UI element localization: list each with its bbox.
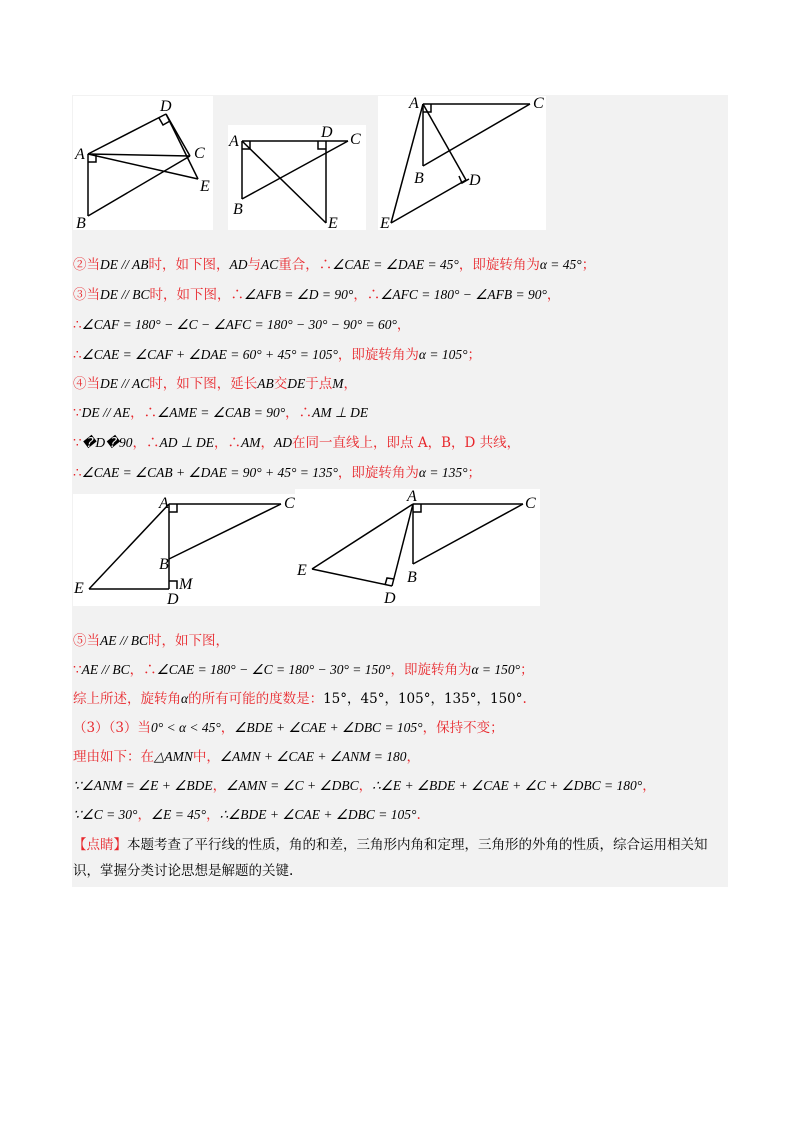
math: ∴∠BDE + ∠CAE + ∠DBC = 105° bbox=[219, 807, 417, 822]
text: ，∴ bbox=[214, 435, 242, 451]
text: ，∴ bbox=[129, 662, 157, 678]
math: M bbox=[332, 376, 344, 391]
label-C: C bbox=[194, 145, 205, 162]
math: ∠AMN = ∠C + ∠DBC bbox=[226, 778, 359, 793]
note-text: 本题考查了平行线的性质，角的和差，三角形内角和定理，三角形的外角的性质，综合运用相关知识，掌握分类讨论思想是解题的关键. bbox=[73, 837, 708, 879]
label-C: C bbox=[284, 495, 295, 512]
math: DE // AE bbox=[81, 405, 131, 420]
math: ∠CAF = 180° − ∠C − ∠AFC = 180° − 30° − 90° = 60° bbox=[81, 317, 397, 332]
math: ∴∠E + ∠BDE + ∠CAE + ∠C + ∠DBC = 180° bbox=[372, 778, 643, 793]
text: 时，如下图， bbox=[148, 633, 229, 649]
math: α = 45° bbox=[539, 257, 582, 272]
case-3-line-2 bbox=[73, 316, 410, 334]
math: ∠E = 45° bbox=[150, 807, 207, 822]
label-B: B bbox=[407, 569, 417, 586]
text: ， bbox=[343, 376, 358, 392]
math: AD bbox=[229, 257, 248, 272]
text: . bbox=[522, 691, 527, 707]
math: AB bbox=[257, 376, 274, 391]
label-B: B bbox=[414, 170, 424, 187]
text: ， bbox=[546, 287, 561, 303]
text: 在同一直线上，即点 A，B，D 共线， bbox=[292, 435, 521, 451]
label-D: D bbox=[384, 590, 396, 606]
label-D: D bbox=[321, 125, 333, 141]
text: ， bbox=[406, 749, 421, 765]
math: α = 135° bbox=[418, 465, 468, 480]
label-B: B bbox=[233, 201, 243, 218]
math: ∠CAE = ∠CAF + ∠DAE = 60° + 45° = 105° bbox=[81, 347, 338, 362]
text: ； bbox=[581, 257, 596, 273]
text: 与 bbox=[247, 257, 261, 273]
case-4-line-2 bbox=[73, 404, 368, 422]
text: ∴ bbox=[73, 465, 82, 481]
case-4-line-3 bbox=[73, 434, 520, 452]
comment-note bbox=[73, 832, 728, 884]
figure-4 bbox=[73, 494, 305, 606]
text: 时，如下图，延长 bbox=[149, 376, 258, 392]
math: α = 150° bbox=[471, 662, 521, 677]
label-A: A bbox=[407, 489, 417, 505]
label-D: D bbox=[469, 172, 481, 189]
note-tag: 【点睛】 bbox=[73, 837, 127, 853]
label-A: A bbox=[159, 495, 169, 512]
math: ∠AME = ∠CAB = 90° bbox=[157, 405, 286, 420]
text: ； bbox=[467, 465, 481, 481]
text: ④当 bbox=[73, 376, 100, 392]
text: 的所有可能的度数是： bbox=[188, 691, 324, 707]
text: ， bbox=[212, 778, 227, 794]
math: △AMN bbox=[154, 749, 193, 764]
label-A: A bbox=[409, 96, 419, 112]
case-2-line bbox=[73, 256, 595, 274]
math: DE bbox=[287, 376, 306, 391]
figure-2 bbox=[228, 125, 366, 230]
math: ∵∠ANM = ∠E + ∠BDE bbox=[73, 778, 213, 793]
text: ②当 bbox=[73, 257, 100, 273]
text: ③当 bbox=[73, 287, 100, 303]
label-A: A bbox=[75, 146, 85, 163]
part-3-line-3 bbox=[73, 777, 656, 795]
math: α = 105° bbox=[418, 347, 468, 362]
text: ； bbox=[467, 347, 481, 363]
case-3-line-1 bbox=[73, 286, 560, 304]
math: AC bbox=[261, 257, 279, 272]
label-A: A bbox=[229, 133, 239, 150]
text: ， bbox=[358, 778, 373, 794]
text: ，即旋转角为 bbox=[458, 257, 540, 273]
text: 交 bbox=[273, 376, 288, 392]
math: ∠AFB = ∠D = 90° bbox=[244, 287, 354, 302]
figure-3 bbox=[378, 96, 546, 230]
label-E: E bbox=[297, 562, 307, 579]
math: AM bbox=[241, 435, 261, 450]
part-3-line-1 bbox=[73, 719, 504, 737]
label-C: C bbox=[350, 131, 361, 148]
case-3-line-3 bbox=[73, 346, 481, 364]
math: ∠CAE = 180° − ∠C = 180° − 30° = 150° bbox=[156, 662, 391, 677]
math: DE // AB bbox=[100, 257, 149, 272]
math: ∠CAE = ∠DAE = 45° bbox=[332, 257, 459, 272]
text: ，即旋转角为 bbox=[337, 347, 419, 363]
math: 0° < α < 45° bbox=[150, 720, 221, 735]
math: ∠BDE + ∠CAE + ∠DBC = 105° bbox=[234, 720, 423, 735]
text: ，∴ bbox=[132, 435, 160, 451]
math: α bbox=[181, 691, 189, 706]
label-E: E bbox=[200, 178, 210, 195]
figure-1 bbox=[73, 96, 213, 230]
label-C: C bbox=[533, 96, 544, 112]
math: AD ⊥ DE bbox=[159, 435, 215, 450]
math: �D�90 bbox=[81, 435, 133, 450]
text: （3）（3）当 bbox=[73, 720, 151, 736]
math: DE // AC bbox=[100, 376, 150, 391]
math: ∵∠C = 30° bbox=[73, 807, 138, 822]
text: ，保持不变； bbox=[422, 720, 504, 736]
values: 15°，45°，105°，135°，150° bbox=[323, 691, 523, 707]
text: ， bbox=[206, 807, 220, 823]
text: ，∴ bbox=[130, 405, 158, 421]
text: ∵ bbox=[73, 405, 82, 421]
case-4-line-4 bbox=[73, 464, 481, 482]
text: ∴ bbox=[73, 317, 82, 333]
part-3-line-4 bbox=[73, 806, 421, 824]
math: DE // BC bbox=[100, 287, 150, 302]
text: ，∴ bbox=[353, 287, 381, 303]
text: . bbox=[416, 807, 421, 823]
text: ，∴ bbox=[285, 405, 313, 421]
text: 于点 bbox=[305, 376, 333, 392]
text: 时，如下图， bbox=[148, 257, 230, 273]
text: ； bbox=[520, 662, 534, 678]
case-4-line-1 bbox=[73, 375, 357, 393]
math: AM ⊥ DE bbox=[312, 405, 369, 420]
label-E: E bbox=[380, 215, 390, 230]
math: ∠CAE = ∠CAB + ∠DAE = 90° + 45° = 135° bbox=[81, 465, 338, 480]
text: 时，如下图，∴ bbox=[149, 287, 244, 303]
text: ⑤当 bbox=[73, 633, 100, 649]
figure-5 bbox=[295, 489, 540, 606]
summary-line bbox=[73, 690, 527, 708]
math: ∠AFC = 180° − ∠AFB = 90° bbox=[380, 287, 547, 302]
text: 重合，∴ bbox=[278, 257, 333, 273]
label-E: E bbox=[328, 215, 338, 230]
text: ， bbox=[260, 435, 275, 451]
text: ， bbox=[137, 807, 151, 823]
label-M: M bbox=[179, 576, 193, 593]
label-E: E bbox=[74, 580, 84, 597]
text: ， bbox=[642, 778, 656, 794]
label-C: C bbox=[525, 495, 536, 512]
label-B: B bbox=[76, 215, 86, 230]
text: ，即旋转角为 bbox=[337, 465, 419, 481]
text: 综上所述，旋转角 bbox=[73, 691, 181, 707]
case-5-line-2 bbox=[73, 661, 534, 679]
label-B: B bbox=[159, 556, 169, 573]
text: ∵ bbox=[73, 435, 82, 451]
label-D: D bbox=[160, 98, 172, 115]
math: AD bbox=[274, 435, 293, 450]
math: ∠AMN + ∠CAE + ∠ANM = 180 bbox=[219, 749, 407, 764]
part-3-line-2 bbox=[73, 748, 420, 766]
label-D: D bbox=[167, 591, 179, 606]
math: AE // BC bbox=[81, 662, 130, 677]
text: ∵ bbox=[73, 662, 82, 678]
text: ， bbox=[220, 720, 235, 736]
text: ， bbox=[396, 317, 411, 333]
case-5-line-1 bbox=[73, 632, 229, 650]
text: 理由如下：在 bbox=[73, 749, 154, 765]
math: AE // BC bbox=[100, 633, 148, 648]
text: ，即旋转角为 bbox=[390, 662, 472, 678]
text: 中， bbox=[192, 749, 220, 765]
text: ∴ bbox=[73, 347, 82, 363]
